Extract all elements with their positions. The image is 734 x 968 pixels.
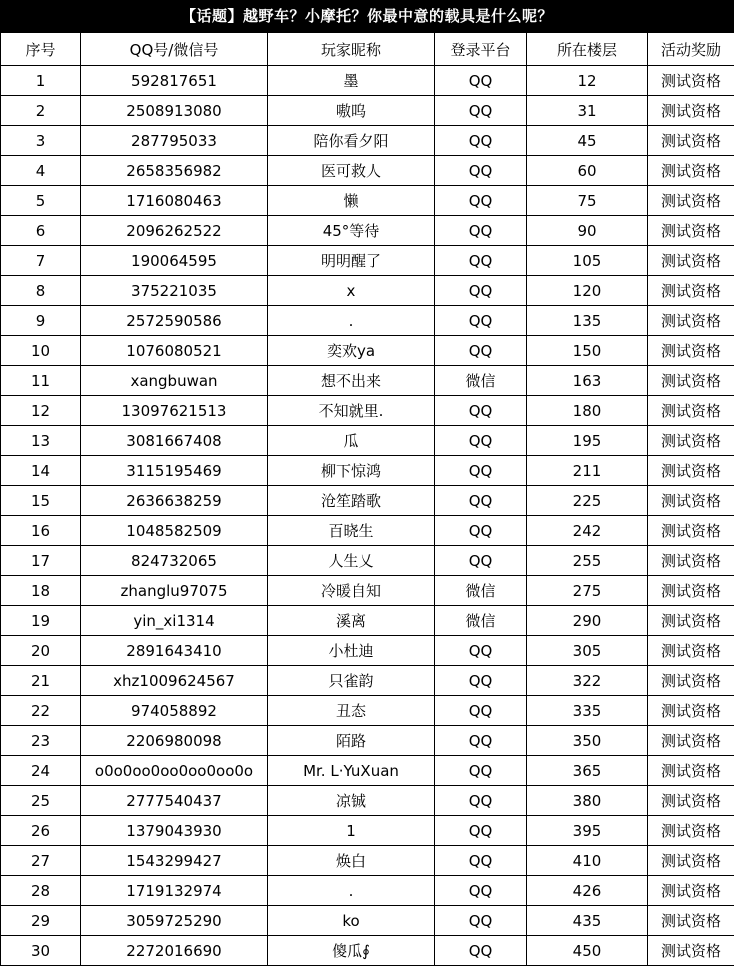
header-nickname: 玩家昵称 — [268, 33, 435, 66]
row-account: o0o0oo0oo0oo0oo0o — [81, 756, 268, 786]
row-floor: 45 — [527, 126, 648, 156]
row-nickname: 45°等待 — [268, 216, 435, 246]
row-index: 12 — [1, 396, 81, 426]
row-reward: 测试资格 — [648, 216, 734, 246]
row-account: 2272016690 — [81, 936, 268, 966]
row-floor: 211 — [527, 456, 648, 486]
row-floor: 435 — [527, 906, 648, 936]
row-index: 27 — [1, 846, 81, 876]
row-account: 2096262522 — [81, 216, 268, 246]
row-floor: 290 — [527, 606, 648, 636]
row-index: 17 — [1, 546, 81, 576]
row-nickname: 小杜迪 — [268, 636, 435, 666]
row-floor: 105 — [527, 246, 648, 276]
row-nickname: 瓜 — [268, 426, 435, 456]
header-floor: 所在楼层 — [527, 33, 648, 66]
table-row — [1, 276, 734, 306]
table-row — [1, 936, 734, 966]
table-row — [1, 516, 734, 546]
row-floor: 225 — [527, 486, 648, 516]
row-platform: QQ — [435, 156, 527, 186]
row-index: 11 — [1, 366, 81, 396]
row-nickname: 凉铖 — [268, 786, 435, 816]
row-account: 1719132974 — [81, 876, 268, 906]
row-index: 14 — [1, 456, 81, 486]
table-row — [1, 156, 734, 186]
row-nickname: 嗷呜 — [268, 96, 435, 126]
row-index: 5 — [1, 186, 81, 216]
row-platform: 微信 — [435, 606, 527, 636]
row-account: 375221035 — [81, 276, 268, 306]
table-row — [1, 906, 734, 936]
row-account: 1048582509 — [81, 516, 268, 546]
row-floor: 426 — [527, 876, 648, 906]
row-index: 28 — [1, 876, 81, 906]
row-floor: 60 — [527, 156, 648, 186]
row-floor: 275 — [527, 576, 648, 606]
row-nickname: 丑态 — [268, 696, 435, 726]
row-nickname: 沧笙踏歌 — [268, 486, 435, 516]
row-reward: 测试资格 — [648, 786, 734, 816]
row-platform: QQ — [435, 906, 527, 936]
row-account: 974058892 — [81, 696, 268, 726]
row-index: 19 — [1, 606, 81, 636]
row-floor: 395 — [527, 816, 648, 846]
table-row — [1, 216, 734, 246]
row-account: 3059725290 — [81, 906, 268, 936]
table-row — [1, 846, 734, 876]
row-index: 29 — [1, 906, 81, 936]
row-platform: QQ — [435, 786, 527, 816]
row-platform: QQ — [435, 246, 527, 276]
row-floor: 163 — [527, 366, 648, 396]
row-reward: 测试资格 — [648, 846, 734, 876]
row-reward: 测试资格 — [648, 426, 734, 456]
row-account: 592817651 — [81, 66, 268, 96]
row-index: 20 — [1, 636, 81, 666]
row-floor: 12 — [527, 66, 648, 96]
row-index: 24 — [1, 756, 81, 786]
row-platform: QQ — [435, 486, 527, 516]
row-account: 2572590586 — [81, 306, 268, 336]
row-floor: 322 — [527, 666, 648, 696]
row-floor: 195 — [527, 426, 648, 456]
table-row — [1, 576, 734, 606]
row-reward: 测试资格 — [648, 516, 734, 546]
row-floor: 335 — [527, 696, 648, 726]
row-nickname: x — [268, 276, 435, 306]
row-reward: 测试资格 — [648, 306, 734, 336]
table-row — [1, 396, 734, 426]
row-index: 1 — [1, 66, 81, 96]
table-row — [1, 66, 734, 96]
row-index: 6 — [1, 216, 81, 246]
row-index: 13 — [1, 426, 81, 456]
table-row — [1, 246, 734, 276]
table-row — [1, 426, 734, 456]
row-floor: 242 — [527, 516, 648, 546]
row-floor: 255 — [527, 546, 648, 576]
row-nickname: 明明醒了 — [268, 246, 435, 276]
row-floor: 150 — [527, 336, 648, 366]
table-row — [1, 486, 734, 516]
row-account: xangbuwan — [81, 366, 268, 396]
row-reward: 测试资格 — [648, 576, 734, 606]
row-reward: 测试资格 — [648, 396, 734, 426]
row-platform: QQ — [435, 936, 527, 966]
row-nickname: 冷暖自知 — [268, 576, 435, 606]
row-account: 190064595 — [81, 246, 268, 276]
row-account: 1716080463 — [81, 186, 268, 216]
row-account: 3081667408 — [81, 426, 268, 456]
row-account: 1379043930 — [81, 816, 268, 846]
row-reward: 测试资格 — [648, 126, 734, 156]
table-row — [1, 726, 734, 756]
row-floor: 410 — [527, 846, 648, 876]
row-floor: 90 — [527, 216, 648, 246]
row-floor: 350 — [527, 726, 648, 756]
row-reward: 测试资格 — [648, 696, 734, 726]
row-reward: 测试资格 — [648, 186, 734, 216]
header-row — [1, 33, 734, 66]
table-row — [1, 96, 734, 126]
row-nickname: 1 — [268, 816, 435, 846]
row-nickname: 柳下惊鸿 — [268, 456, 435, 486]
row-account: 2508913080 — [81, 96, 268, 126]
row-platform: QQ — [435, 186, 527, 216]
row-reward: 测试资格 — [648, 726, 734, 756]
row-nickname: 懒 — [268, 186, 435, 216]
row-reward: 测试资格 — [648, 96, 734, 126]
row-floor: 305 — [527, 636, 648, 666]
row-index: 15 — [1, 486, 81, 516]
row-account: 13097621513 — [81, 396, 268, 426]
row-reward: 测试资格 — [648, 906, 734, 936]
row-nickname: 百晓生 — [268, 516, 435, 546]
row-index: 10 — [1, 336, 81, 366]
row-floor: 180 — [527, 396, 648, 426]
row-reward: 测试资格 — [648, 66, 734, 96]
table-row — [1, 666, 734, 696]
table-row — [1, 816, 734, 846]
table-row — [1, 126, 734, 156]
row-platform: QQ — [435, 516, 527, 546]
row-reward: 测试资格 — [648, 936, 734, 966]
table-row — [1, 786, 734, 816]
table-row — [1, 456, 734, 486]
row-floor: 31 — [527, 96, 648, 126]
row-floor: 450 — [527, 936, 648, 966]
row-index: 2 — [1, 96, 81, 126]
table-row — [1, 186, 734, 216]
row-account: 2777540437 — [81, 786, 268, 816]
row-index: 25 — [1, 786, 81, 816]
row-nickname: 陪你看夕阳 — [268, 126, 435, 156]
row-index: 8 — [1, 276, 81, 306]
row-reward: 测试资格 — [648, 336, 734, 366]
row-platform: QQ — [435, 846, 527, 876]
table-row — [1, 546, 734, 576]
row-platform: QQ — [435, 66, 527, 96]
row-platform: QQ — [435, 426, 527, 456]
table-row — [1, 606, 734, 636]
table-row — [1, 366, 734, 396]
row-reward: 测试资格 — [648, 816, 734, 846]
row-index: 18 — [1, 576, 81, 606]
row-index: 23 — [1, 726, 81, 756]
row-nickname: 不知就里. — [268, 396, 435, 426]
row-nickname: 医可救人 — [268, 156, 435, 186]
row-account: 824732065 — [81, 546, 268, 576]
row-nickname: ko — [268, 906, 435, 936]
row-reward: 测试资格 — [648, 606, 734, 636]
row-nickname: Mr. L·YuXuan — [268, 756, 435, 786]
row-platform: QQ — [435, 456, 527, 486]
table-title: 【话题】越野车？小摩托？你最中意的载具是什么呢？ — [0, 0, 734, 32]
header-index: 序号 — [1, 33, 81, 66]
row-account: 287795033 — [81, 126, 268, 156]
header-account: QQ号/微信号 — [81, 33, 268, 66]
row-reward: 测试资格 — [648, 546, 734, 576]
row-account: zhanglu97075 — [81, 576, 268, 606]
row-account: 2206980098 — [81, 726, 268, 756]
table-row — [1, 696, 734, 726]
row-account: 1543299427 — [81, 846, 268, 876]
row-index: 21 — [1, 666, 81, 696]
row-platform: QQ — [435, 396, 527, 426]
row-nickname: 只雀韵 — [268, 666, 435, 696]
row-reward: 测试资格 — [648, 486, 734, 516]
row-account: xhz1009624567 — [81, 666, 268, 696]
table-row — [1, 756, 734, 786]
row-floor: 75 — [527, 186, 648, 216]
row-nickname: 想不出来 — [268, 366, 435, 396]
row-reward: 测试资格 — [648, 246, 734, 276]
row-platform: QQ — [435, 726, 527, 756]
row-nickname: 溪离 — [268, 606, 435, 636]
row-nickname: 奕欢ya — [268, 336, 435, 366]
row-nickname: 墨 — [268, 66, 435, 96]
table-body — [1, 66, 734, 966]
row-platform: 微信 — [435, 366, 527, 396]
row-reward: 测试资格 — [648, 156, 734, 186]
row-floor: 365 — [527, 756, 648, 786]
header-reward: 活动奖励 — [648, 33, 734, 66]
table-row — [1, 336, 734, 366]
row-nickname: 傻瓜∮ — [268, 936, 435, 966]
row-account: 1076080521 — [81, 336, 268, 366]
row-index: 4 — [1, 156, 81, 186]
row-platform: QQ — [435, 666, 527, 696]
row-reward: 测试资格 — [648, 276, 734, 306]
row-reward: 测试资格 — [648, 666, 734, 696]
row-platform: QQ — [435, 306, 527, 336]
row-platform: QQ — [435, 696, 527, 726]
row-reward: 测试资格 — [648, 756, 734, 786]
row-account: 2658356982 — [81, 156, 268, 186]
row-nickname: 焕白 — [268, 846, 435, 876]
row-index: 16 — [1, 516, 81, 546]
row-platform: QQ — [435, 816, 527, 846]
row-reward: 测试资格 — [648, 876, 734, 906]
row-platform: QQ — [435, 276, 527, 306]
row-platform: QQ — [435, 96, 527, 126]
row-index: 9 — [1, 306, 81, 336]
row-index: 22 — [1, 696, 81, 726]
row-nickname: 陌路 — [268, 726, 435, 756]
row-floor: 380 — [527, 786, 648, 816]
row-index: 7 — [1, 246, 81, 276]
row-account: yin_xi1314 — [81, 606, 268, 636]
row-reward: 测试资格 — [648, 636, 734, 666]
winner-table — [0, 32, 734, 966]
header-platform: 登录平台 — [435, 33, 527, 66]
row-platform: QQ — [435, 546, 527, 576]
row-platform: QQ — [435, 216, 527, 246]
table-row — [1, 636, 734, 666]
row-platform: QQ — [435, 126, 527, 156]
row-index: 30 — [1, 936, 81, 966]
row-account: 3115195469 — [81, 456, 268, 486]
row-platform: QQ — [435, 336, 527, 366]
row-floor: 135 — [527, 306, 648, 336]
row-platform: 微信 — [435, 576, 527, 606]
row-platform: QQ — [435, 876, 527, 906]
row-reward: 测试资格 — [648, 366, 734, 396]
row-nickname: . — [268, 306, 435, 336]
table-row — [1, 876, 734, 906]
row-nickname: . — [268, 876, 435, 906]
row-account: 2636638259 — [81, 486, 268, 516]
row-platform: QQ — [435, 636, 527, 666]
row-floor: 120 — [527, 276, 648, 306]
row-reward: 测试资格 — [648, 456, 734, 486]
row-platform: QQ — [435, 756, 527, 786]
row-nickname: 人生乂 — [268, 546, 435, 576]
row-index: 26 — [1, 816, 81, 846]
row-index: 3 — [1, 126, 81, 156]
table-row — [1, 306, 734, 336]
row-account: 2891643410 — [81, 636, 268, 666]
